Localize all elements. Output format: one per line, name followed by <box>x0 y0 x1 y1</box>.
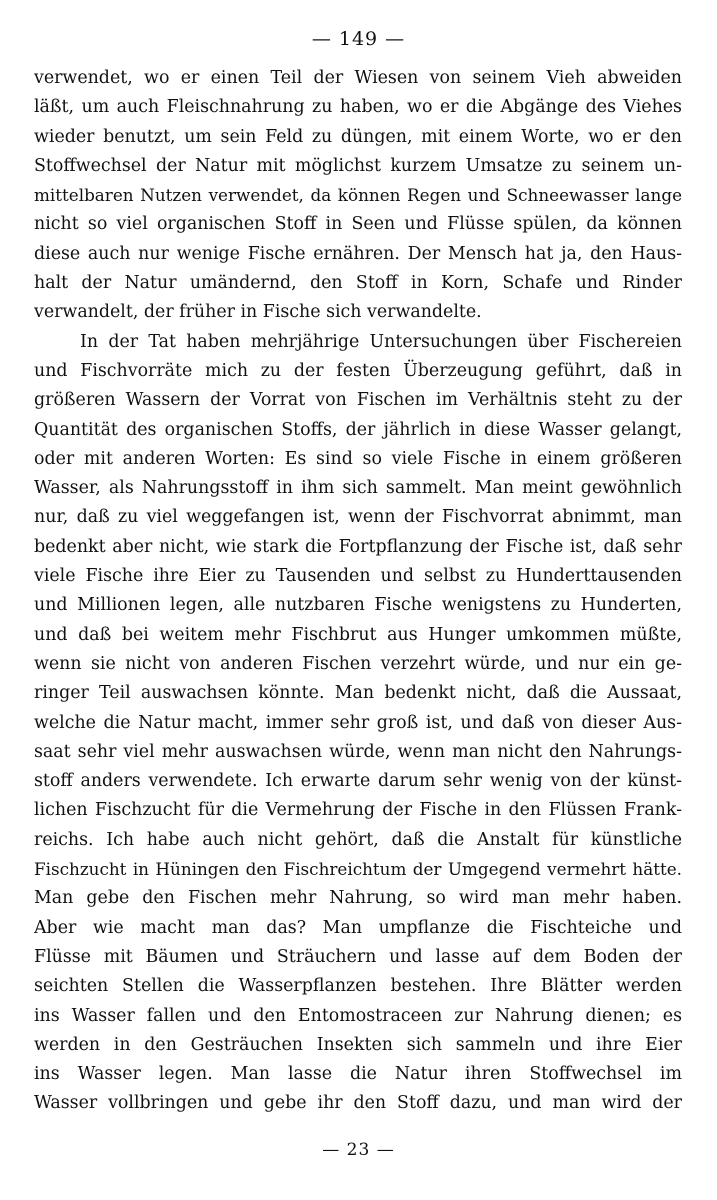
text-line: und daß bei weitem mehr Fischbrut aus Hunger umkommen müßte, <box>34 624 682 645</box>
text-line: und Fischvorräte mich zu der festen Überzeugung geführt, daß in <box>34 360 682 381</box>
sheet-number: — 23 — <box>322 1140 395 1160</box>
text-line: oder mit anderen Worten: Es sind so viele Fische in einem größeren <box>34 448 682 469</box>
text-line: Quantität des organischen Stoffs, der jährlich in diese Wasser gelangt, <box>34 419 682 440</box>
text-line: welche die Natur macht, immer sehr groß ist, und daß von dieser Aus- <box>34 712 682 733</box>
text-line: nur, daß zu viel weggefangen ist, wenn der Fischvorrat abnimmt, man <box>34 507 682 528</box>
text-line: bedenkt aber nicht, wie stark die Fortpflanzung der Fische ist, daß sehr <box>34 536 682 557</box>
text-line: halt der Natur umändernd, den Stoff in Korn, Schafe und Rinder <box>34 273 682 294</box>
text-line: verwandelt, der früher in Fische sich verwandelte. <box>34 302 482 323</box>
text-line: werden in den Gesträuchen Insekten sich sammeln und ihre Eier <box>34 1034 682 1055</box>
text-line: stoff anders verwendete. Ich erwarte darum sehr wenig von der künst- <box>34 771 682 792</box>
text-line: Aber wie macht man das? Man umpflanze die Fischteiche und <box>34 917 682 938</box>
text-line: Fischzucht in Hüningen den Fischreichtum der Umgegend vermehrt hätte. <box>34 859 682 880</box>
text-line: diese auch nur wenige Fische ernähren. Der Mensch hat ja, den Haus- <box>34 243 682 264</box>
text-line: Wasser, als Nahrungsstoff in ihm sich sammelt. Man meint gewöhnlich <box>34 478 682 499</box>
text-line: ringer Teil auswachsen könnte. Man bedenkt nicht, daß die Aussaat, <box>34 683 682 704</box>
text-line: ins Wasser fallen und den Entomostraceen zur Nahrung dienen; es <box>34 1005 682 1026</box>
text-line: wieder benutzt, um sein Feld zu düngen, mit einem Worte, wo er den <box>34 126 682 147</box>
text-line: Wasser vollbringen und gebe ihr den Stoff dazu, und man wird der <box>34 1093 682 1114</box>
text-line: viele Fische ihre Eier zu Tausenden und selbst zu Hunderttausenden <box>34 566 682 587</box>
text-line: nicht so viel organischen Stoff in Seen und Flüsse spülen, da können <box>34 214 682 235</box>
text-line: läßt, um auch Fleischnahrung zu haben, wo er die Abgänge des Viehes <box>34 97 682 118</box>
text-line: Flüsse mit Bäumen und Sträuchern und lasse auf dem Boden der <box>34 946 682 967</box>
text-line: wenn sie nicht von anderen Fischen verzehrt würde, und nur ein ge- <box>34 653 682 674</box>
body-text <box>34 64 682 1119</box>
text-line: saat sehr viel mehr auswachsen würde, wenn man nicht den Nahrungs- <box>34 741 682 762</box>
text-line: verwendet, wo er einen Teil der Wiesen von seinem Vieh abweiden <box>34 68 682 88</box>
page-number: — 149 — <box>311 28 406 50</box>
text-line: Man gebe den Fischen mehr Nahrung, so wird man mehr haben. <box>34 888 682 909</box>
text-line: und Millionen legen, alle nutzbaren Fische wenigstens zu Hunderten, <box>34 595 682 616</box>
text-line: mittelbaren Nutzen verwendet, da können Regen und Schneewasser lange <box>34 185 682 206</box>
text-line: lichen Fischzucht für die Vermehrung der Fische in den Flüssen Frank- <box>34 800 682 821</box>
text-line: ins Wasser legen. Man lasse die Natur ihren Stoffwechsel im <box>34 1064 682 1085</box>
text-line: seichten Stellen die Wasserpflanzen bestehen. Ihre Blätter werden <box>34 976 682 997</box>
text-line: reichs. Ich habe auch nicht gehört, daß die Anstalt für künstliche <box>34 829 682 850</box>
text-line: In der Tat haben mehrjährige Untersuchungen über Fischereien <box>80 331 682 352</box>
text-line: Stoffwechsel der Natur mit möglichst kurzem Umsatze zu seinem un- <box>34 155 682 176</box>
text-line: größeren Wassern der Vorrat von Fischen im Verhältnis steht zu der <box>34 390 682 411</box>
